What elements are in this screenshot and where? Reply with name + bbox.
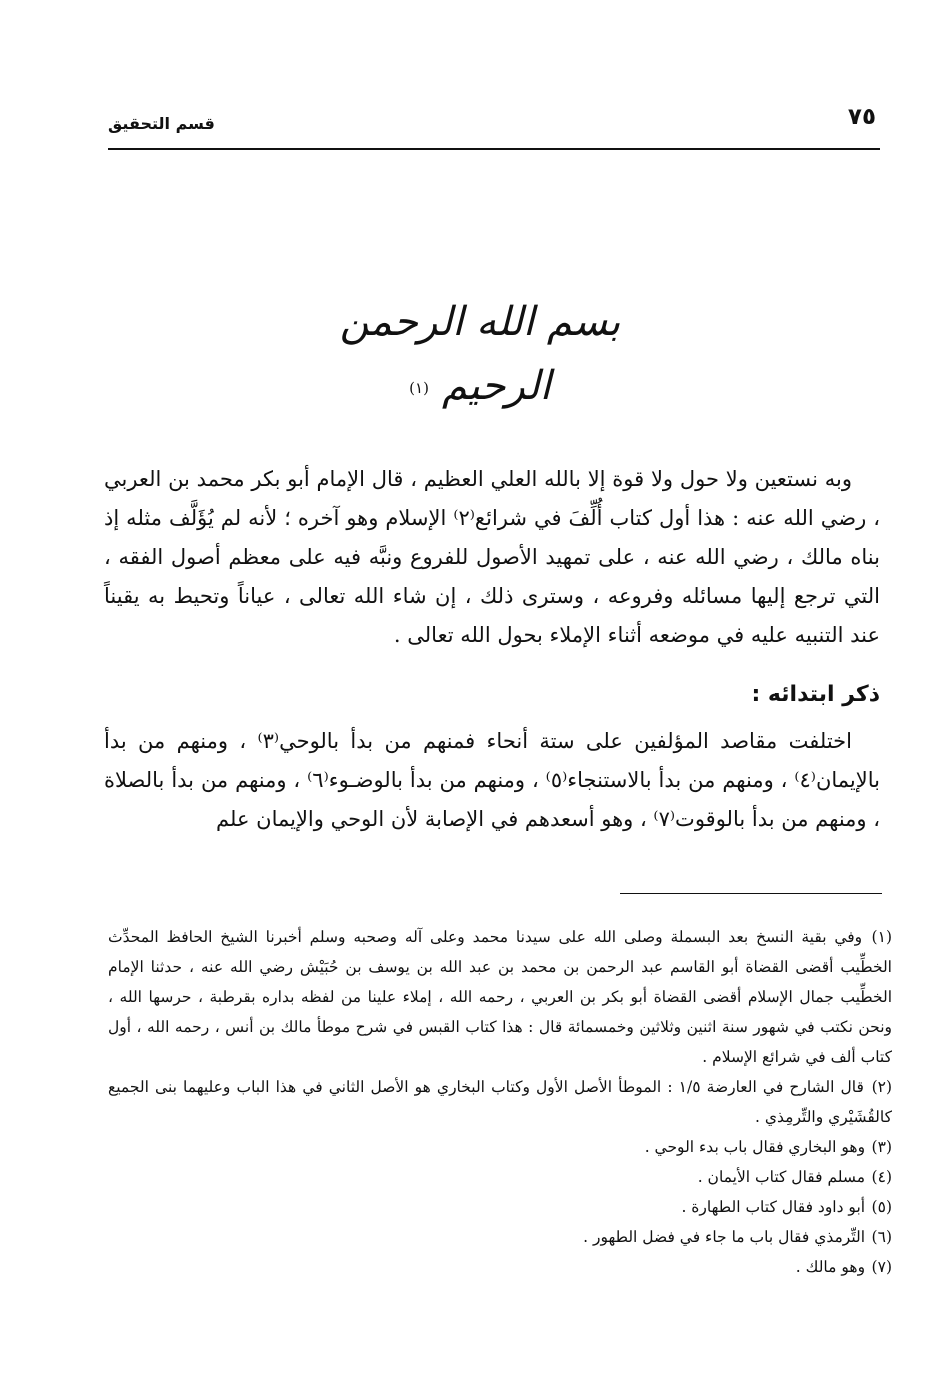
footnote-number: (٥) xyxy=(871,1198,892,1216)
page-number: ٧٥ xyxy=(847,104,876,130)
footnote xyxy=(108,1162,892,1192)
footnote xyxy=(108,1192,892,1222)
basmala xyxy=(280,290,680,409)
footnote-number: (٦) xyxy=(871,1228,892,1246)
footnotes xyxy=(108,922,892,1282)
intro-paragraph: وبه نستعين ولا حول ولا قوة إلا بالله العلي العظيم ، قال الإمام أبو بكر محمد بن العربي ، رضي الله عنه : هذا أول كتاب أُلِّفَ في شرائع⁽٢⁾ الإسلام وهو آخره ؛ لأنه لم يُؤَلَّف مثله إذ بناه مالك ، رضي الله عنه ، على تمهيد الأصول للفروع ونبَّه فيه على معظم أصول الفقه ، التي ترجع إليها مسائله وفروعه ، وسترى ذلك ، إن شاء الله تعالى ، عياناً وتحيط به يقيناً عند التنبيه عليه في موضعه أثناء الإملاء بحول الله تعالى . xyxy=(104,467,881,647)
footnote xyxy=(108,922,892,1072)
footnote-text: مسلم فقال كتاب الأيمان . xyxy=(697,1168,866,1186)
header-divider xyxy=(108,148,880,150)
footnote-text: وهو البخاري فقال باب بدء الوحي . xyxy=(644,1138,866,1156)
footnote-number: (٧) xyxy=(871,1258,892,1276)
footnote-number: (٤) xyxy=(871,1168,892,1186)
footnote-text: قال الشارح في العارضة ١/٥ : الموطأ الأصل الأول وكتاب البخاري هو الأصل الثاني في هذا الباب وعليهما بنى الجميع كالقُشَيْري والتِّرمِذي . xyxy=(108,1078,892,1126)
footnote xyxy=(108,1252,892,1282)
main-text xyxy=(104,460,880,839)
footnote-number: (٢) xyxy=(871,1078,893,1096)
footnote-text: وفي بقية النسخ بعد البسملة وصلى الله على سيدنا محمد وعلى آله وصحبه وسلم أخبرنا الشيخ الحافظ المحدِّث الخطِّيب أقضى القضاة أبو القاسم عبد الرحمن بن محمد بن عبد الله بن يوسف بن حُبَيْش رضي الله عنه ، حدثنا الإمام الخطِّيب جمال الإسلام أقضى القضاة أبو بكر بن العربي ، رحمه الله ، إملاء علينا من لفظه بداره بقرطبة ، حرسها الله ، ونحن نكتب في شهور سنة اثنين وثلاثين وخمسمائة قال : هذا كتاب القبس في شرح موطأ مالك بن أنس ، رحمه الله ، أول كتاب ألف في شرائع الإسلام . xyxy=(108,928,892,1066)
section-heading: ذكر ابتدائه : xyxy=(751,682,880,707)
running-header xyxy=(108,104,880,148)
footnote xyxy=(108,1132,892,1162)
basmala-calligraphy: بسم الله الرحمن الرحيم xyxy=(339,299,621,409)
footnote xyxy=(108,1222,892,1252)
basmala-footnote-ref: (١) xyxy=(409,378,429,397)
footnote-text: وهو مالك . xyxy=(795,1258,866,1276)
footnote-separator xyxy=(620,893,882,894)
footnote-number: (٣) xyxy=(871,1138,892,1156)
footnote-text: أبو داود فقال كتاب الطهارة . xyxy=(681,1198,866,1216)
footnote-text: التِّرمذي فقال باب ما جاء في فضل الطهور . xyxy=(583,1228,866,1246)
body-paragraph: اختلفت مقاصد المؤلفين على ستة أنحاء فمنهم من بدأ بالوحي⁽٣⁾ ، ومنهم من بدأ بالإيمان⁽٤⁾ ، ومنهم من بدأ بالاستنجاء⁽٥⁾ ، ومنهم من بدأ بالوضـوء⁽٦⁾ ، ومنهم من بدأ بالصلاة ، ومنهم من بدأ بالوقوت⁽٧⁾ ، وهو أسعدهم في الإصابة لأن الوحي والإيمان علم xyxy=(104,729,880,831)
section-title: قسم التحقيق xyxy=(108,114,215,133)
footnote xyxy=(108,1072,892,1132)
footnote-number: (١) xyxy=(871,928,892,946)
